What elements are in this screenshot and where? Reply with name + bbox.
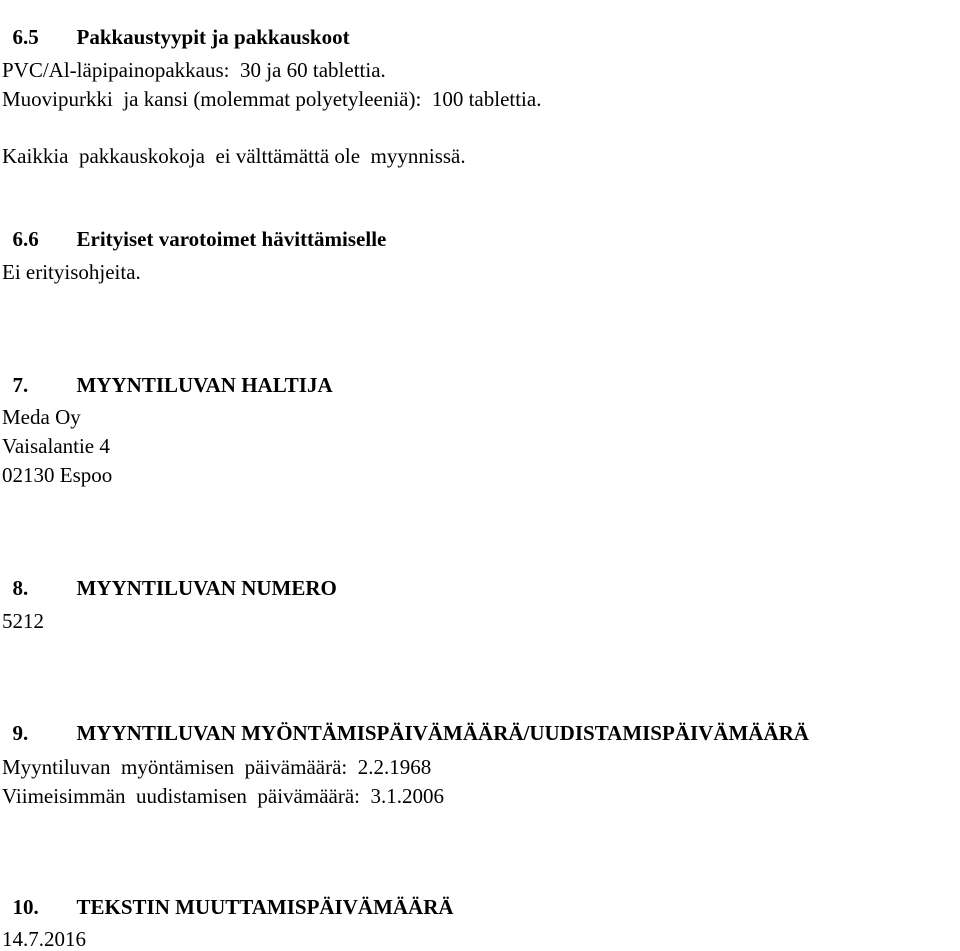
- disposal-text: Ei erityisohjeita.: [2, 260, 141, 284]
- section-9-heading: [2, 697, 809, 745]
- section-title: MYYNTILUVAN HALTIJA: [76, 373, 333, 397]
- text-revision-date: 14.7.2016: [2, 927, 86, 951]
- section-number: 8.: [12, 576, 29, 600]
- section-number: 10.: [12, 895, 39, 919]
- section-number: 7.: [12, 373, 29, 397]
- license-number: 5212: [2, 609, 44, 633]
- section-title: TEKSTIN MUUTTAMISPÄIVÄMÄÄRÄ: [76, 895, 454, 919]
- section-number: 9.: [12, 721, 29, 745]
- section-6-6-heading: [2, 203, 386, 251]
- section-8-heading: [2, 552, 337, 600]
- packaging-note: Kaikkia pakkauskokoja ei välttämättä ole myynnissä.: [2, 144, 466, 168]
- section-title: Erityiset varotoimet hävittämiselle: [76, 227, 387, 251]
- holder-city: 02130 Espoo: [2, 463, 113, 487]
- holder-street: Vaisalantie 4: [2, 434, 110, 458]
- renewal-date-line: Viimeisimmän uudistamisen päivämäärä: 3.1.2006: [2, 784, 444, 808]
- section-7-heading: [2, 349, 333, 397]
- packaging-line-1: PVC/Al-läpipainopakkaus: 30 ja 60 tablettia.: [2, 58, 386, 82]
- section-title: MYYNTILUVAN MYÖNTÄMISPÄIVÄMÄÄRÄ/UUDISTAMISPÄIVÄMÄÄRÄ: [76, 721, 809, 745]
- section-number: 6.6: [12, 227, 39, 251]
- holder-name: Meda Oy: [2, 405, 81, 429]
- section-number: 6.5: [12, 25, 39, 49]
- grant-date-line: Myyntiluvan myöntämisen päivämäärä: 2.2.1968: [2, 755, 432, 779]
- section-title: MYYNTILUVAN NUMERO: [76, 576, 337, 600]
- packaging-line-2: Muovipurkki ja kansi (molemmat polyetyleeniä): 100 tablettia.: [2, 87, 542, 111]
- section-6-5-heading: [2, 1, 350, 49]
- section-10-heading: [2, 871, 454, 919]
- section-title: Pakkaustyypit ja pakkauskoot: [76, 25, 350, 49]
